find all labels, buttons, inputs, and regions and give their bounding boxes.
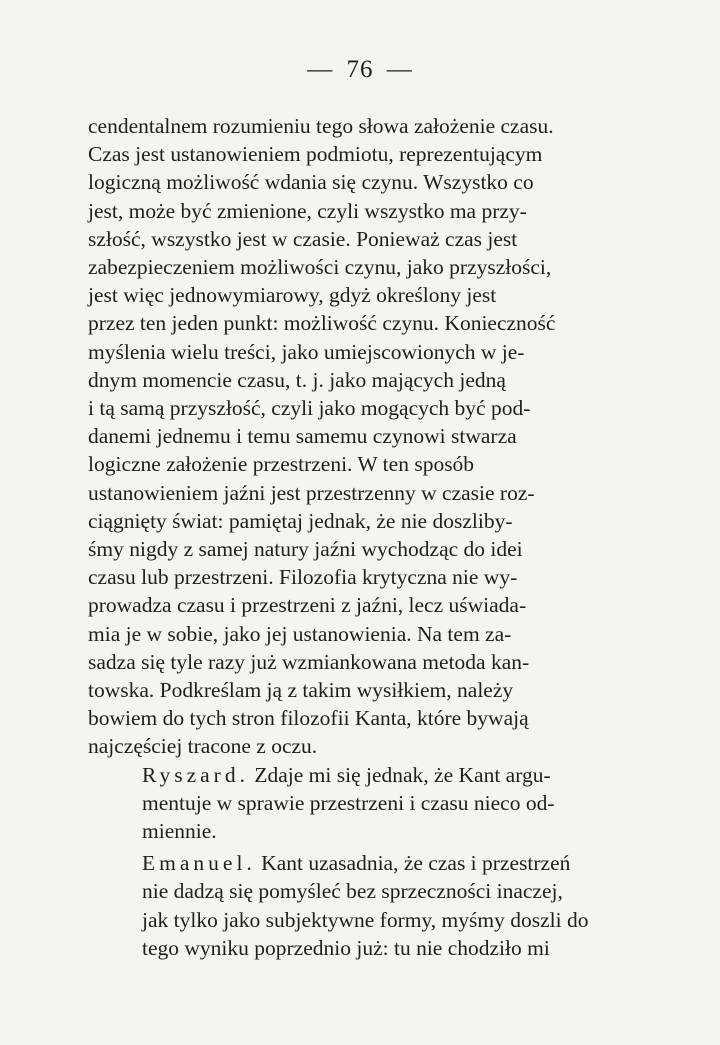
text-line: dnym momencie czasu, t. j. jako mających jedną bbox=[88, 367, 506, 392]
text-line: miennie. bbox=[142, 819, 217, 844]
text-line: czasu lub przestrzeni. Filozofia krytyczna nie wy- bbox=[88, 565, 518, 590]
text-line: śmy nigdy z samej natury jaźni wychodząc do idei bbox=[88, 537, 523, 562]
text-line: i tą samą przyszłość, czyli jako mogących być pod- bbox=[88, 396, 531, 421]
text-line: najczęściej tracone z oczu. bbox=[88, 734, 318, 759]
paragraph-2 bbox=[88, 761, 680, 846]
text-line: jest, może być zmienione, czyli wszystko ma przy- bbox=[88, 198, 527, 223]
text-line: logiczne założenie przestrzeni. W ten sposób bbox=[88, 452, 475, 477]
paragraph-3 bbox=[88, 849, 680, 962]
text-line: tego wyniku poprzednio już: tu nie chodziło mi bbox=[142, 935, 550, 960]
text-line: Zdaje mi się jednak, że Kant argu- bbox=[254, 762, 551, 787]
text-line: cendentalnem rozumieniu tego słowa założenie czasu. bbox=[88, 114, 554, 138]
text-line: jak tylko jako subjektywne formy, myśmy doszli do bbox=[142, 907, 589, 932]
text-line: nie dadzą się pomyśleć bez sprzeczności inaczej, bbox=[142, 879, 563, 904]
speaker-name: Emanuel. bbox=[142, 851, 256, 876]
text-line: myślenia wielu treści, jako umiejscowionych w je- bbox=[88, 339, 525, 364]
text-line: ciągnięty świat: pamiętaj jednak, że nie doszliby- bbox=[88, 508, 513, 533]
text-line: towska. Podkreślam ją z takim wysiłkiem, należy bbox=[88, 678, 514, 703]
text-line: mentuje w sprawie przestrzeni i czasu nieco od- bbox=[142, 790, 555, 815]
speaker-name: Ryszard. bbox=[142, 762, 249, 787]
text-line: zabezpieczeniem możliwości czynu, jako przyszłości, bbox=[88, 255, 552, 280]
text-line: mia je w sobie, jako jej ustanowienia. Na tem za- bbox=[88, 621, 512, 646]
text-line: przez ten jeden punkt: możliwość czynu. Konieczność bbox=[88, 311, 556, 336]
text-line: Kant uzasadnia, że czas i przestrzeń bbox=[261, 851, 571, 876]
page-number: — 76 — bbox=[307, 56, 413, 83]
body-text bbox=[88, 112, 680, 962]
text-line-with-speaker bbox=[88, 761, 680, 789]
text-line: prowadza czasu i przestrzeni z jaźni, lecz uświada- bbox=[88, 593, 527, 618]
text-line: logiczną możliwość wdania się czynu. Wszystko co bbox=[88, 170, 534, 195]
paragraph-1 bbox=[88, 112, 680, 761]
text-line: szłość, wszystko jest w czasie. Ponieważ czas jest bbox=[88, 226, 518, 251]
text-line: sadza się tyle razy już wzmiankowana metoda kan- bbox=[88, 649, 530, 674]
text-line: ustanowieniem jaźni jest przestrzenny w czasie roz- bbox=[88, 480, 535, 505]
text-line: jest więc jednowymiarowy, gdyż określony jest bbox=[88, 283, 497, 308]
text-line: danemi jednemu i temu samemu czynowi stwarza bbox=[88, 424, 517, 449]
text-line: Czas jest ustanowieniem podmiotu, reprezentującym bbox=[88, 142, 543, 167]
text-line-with-speaker bbox=[88, 849, 680, 877]
text-line: bowiem do tych stron filozofii Kanta, które bywają bbox=[88, 706, 529, 731]
